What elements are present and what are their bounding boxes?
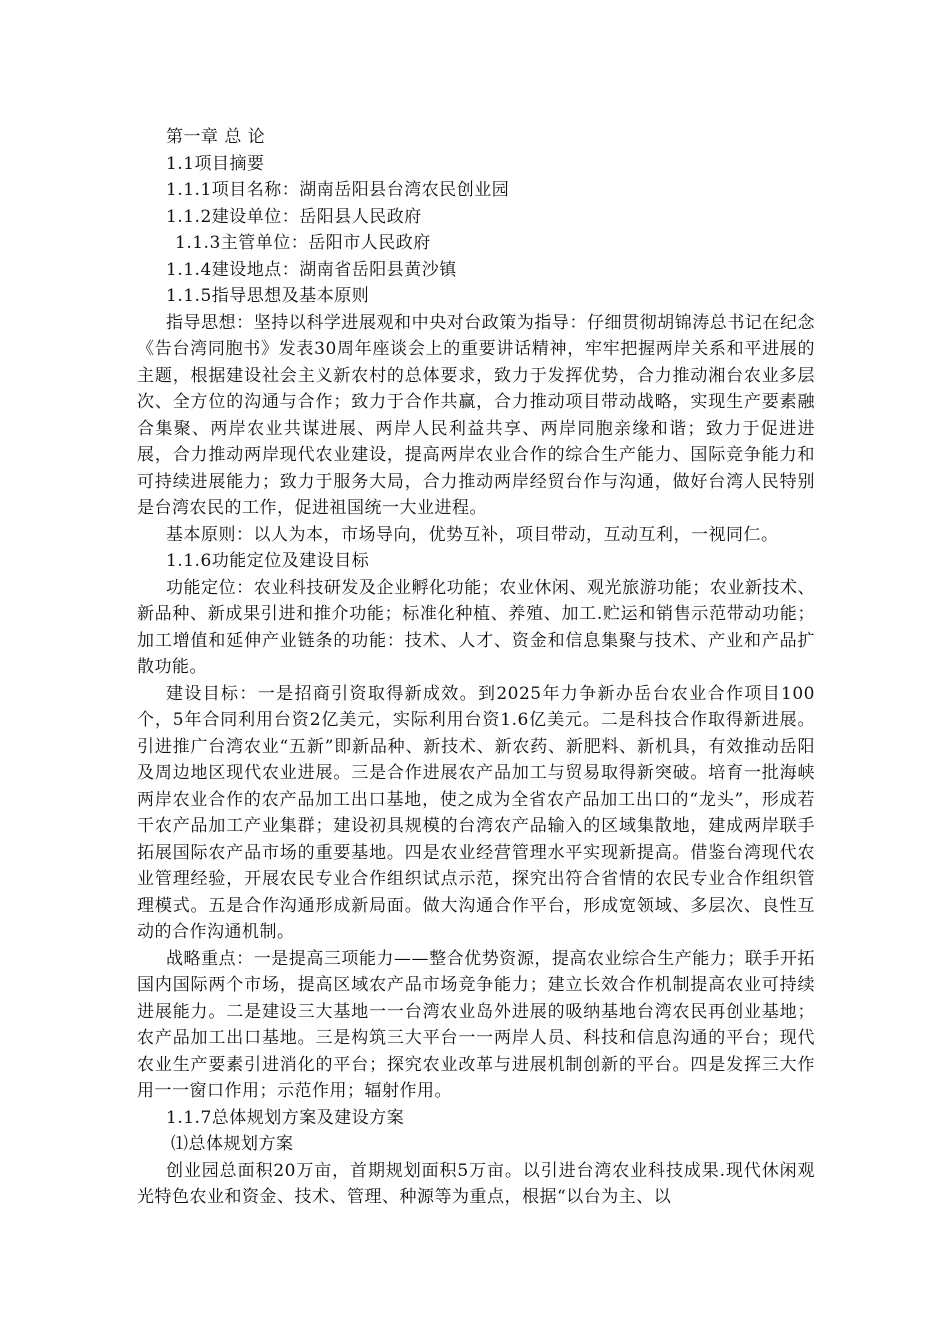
item-construction-site: 1.1.4建设地点：湖南省岳阳县黄沙镇 xyxy=(166,259,457,280)
item-overall-plan-heading: 1.1.7总体规划方案及建设方案 xyxy=(166,1107,405,1128)
paragraph-guiding-ideology: 指导思想：坚持以科学进展观和中央对台政策为指导：仔细贯彻胡锦涛总书记在纪念《告台湾同胞书》发表30周年座谈会上的重要讲话精神，牢牢把握两岸关系和平进展的主题，根据建设社会主义新农村的总体要求，致力于发挥优势，合力推动湘台农业多层次、全方位的沟通与合作；致力于合作共赢，合力推动项目带动战略，实现生产要素融合集聚、两岸农业共谋进展、两岸人民利益共享、两岸同胞亲缘和谐；致力于促进进展，合力推动两岸现代农业建设，提高两岸农业合作的综合生产能力、国际竞争能力和可持续进展能力；致力于服务大局，合力推动两岸经贸台作与沟通，做好台湾人民特别是台湾农民的工作，促进祖国统一大业进程。 xyxy=(137,312,815,518)
paragraph-function-positioning: 功能定位：农业科技研发及企业孵化功能；农业休闲、观光旅游功能；农业新技术、新品种、新成果引进和推介功能；标准化种植、养殖、加工.贮运和销售示范带动功能；加工增值和延伸产业链条的功能：技术、人才、资金和信息集聚与技术、产业和产品扩散功能。 xyxy=(137,577,815,677)
paragraph-construction-goals: 建设目标：一是招商引资取得新成效。到2025年力争新办岳台农业合作项目100个，5年合同利用台资2亿美元，实际利用台资1.6亿美元。二是科技合作取得新进展。引进推广台湾农业“五新”即新品种、新技术、新农药、新肥料、新机具，有效推动岳阳及周边地区现代农业进展。三是合作进展农产品加工与贸易取得新突破。培育一批海峡两岸农业合作的农产品加工出口基地，使之成为全省农产品加工出口的“龙头”，形成若干农产品加工产业集群；建设初具规模的台湾农产品输入的区域集散地，建成两岸联手拓展国际农产品市场的重要基地。四是农业经营管理水平实现新提高。借鉴台湾现代农业管理经验，开展农民专业合作组织试点示范，探究出符合省情的农民专业合作组织管理模式。五是合作沟通形成新局面。做大沟通合作平台，形成宽领域、多层次、良性互动的合作沟通机制。 xyxy=(137,683,815,942)
section-heading-1-1: 1.1项目摘要 xyxy=(166,153,265,174)
document-body xyxy=(137,124,815,1211)
item-construction-unit: 1.1.2建设单位：岳阳县人民政府 xyxy=(166,206,422,227)
paragraph-basic-principles: 基本原则：以人为本，市场导向，优势互补，项目带动，互动互利，一视同仁。 xyxy=(166,524,779,545)
item-project-name: 1.1.1项目名称：湖南岳阳县台湾农民创业园 xyxy=(166,180,510,200)
item-function-goals-heading: 1.1.6功能定位及建设目标 xyxy=(166,551,370,571)
paragraph-strategic-focus: 战略重点：一是提高三项能力——整合优势资源，提高农业综合生产能力；联手开拓国内国际两个市场，提高区域农产品市场竞争能力；建立长效合作机制提高农业可持续进展能力。二是建设三大基地一一台湾农业岛外进展的吸纳基地台湾农民再创业基地；农产品加工出口基地。三是构筑三大平台一一两岸人员、科技和信息沟通的平台；现代农业生产要素引进消化的平台；探究农业改革与进展机制创新的平台。四是发挥三大作用一一窗口作用；示范作用；辐射作用。 xyxy=(137,948,815,1101)
paragraph-plan-description: 创业园总面积20万亩，首期规划面积5万亩。以引进台湾农业科技成果.现代休闲观光特色农业和资金、技术、管理、种源等为重点，根据“以台为主、以 xyxy=(137,1160,815,1207)
item-guiding-principles-heading: 1.1.5指导思想及基本原则 xyxy=(166,286,370,306)
chapter-title: 第一章 总 论 xyxy=(166,127,266,147)
subheading-overall-plan: ⑴总体规划方案 xyxy=(171,1134,294,1154)
item-supervising-unit: 1.1.3主管单位：岳阳市人民政府 xyxy=(175,233,431,253)
